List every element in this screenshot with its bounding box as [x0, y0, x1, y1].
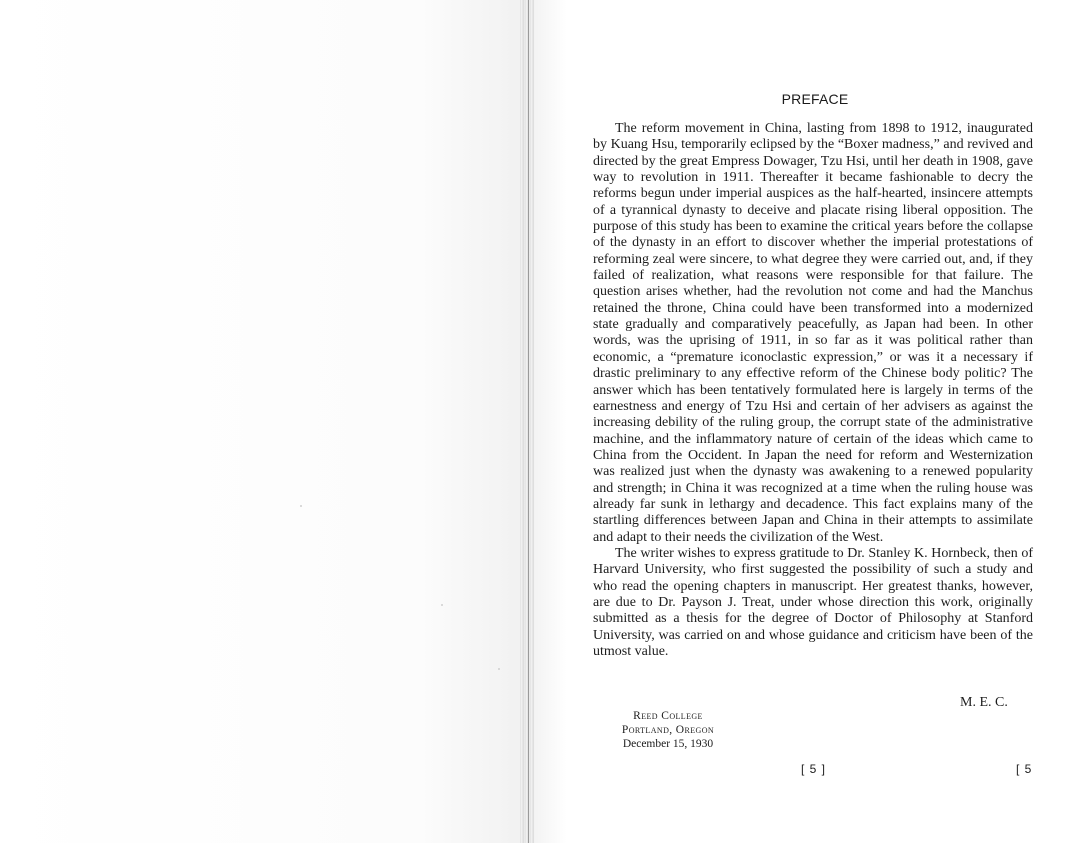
address-city: Portland, Oregon: [621, 723, 715, 736]
book-gutter: [520, 0, 534, 843]
preface-body: [593, 121, 1033, 660]
address-block: [613, 710, 723, 751]
paper-speck: [300, 505, 302, 507]
address-date: December 15, 1930: [622, 737, 714, 750]
left-blank-page: [0, 0, 524, 843]
preface-paragraph-1: The reform movement in China, lasting from 1898 to 1912, inaugurated by Kuang Hsu, temporarily eclipsed by the “Boxer madness,” and revived and directed by the great Empress Dowager, Tzu Hsi, until her death in 1908, gave way to revolution in 1911. Thereafter it became fashionable to decry the reforms begun under imperial auspices as the half-hearted, insincere attempts of a tyrannical dynasty to deceive and placate rising liberal opposition. The purpose of this study has been to examine the critical years before the collapse of the dynasty in an effort to discover whether the imperial protestations of reforming zeal were sincere, to what degree they were carried out, and, if they failed of realization, what reasons were responsible for that failure. The question arises whether, had the revolution not come and had the Manchus retained the throne, China could have been transformed into a modernized state gradually and comparatively peacefully, as Japan had been. In other words, was the uprising of 1911, in so far as it was political rather than economic, a “premature iconoclastic expression,” or was it a necessary if drastic preliminary to any effective reform of the Chinese body politic? The answer which has been tentatively formulated here is largely in terms of the earnestness and energy of Tzu Hsi and certain of her advisers as against the increasing debility of the ruling group, the corrupt state of the administrative machine, and the inflammatory nature of certain of the ideas which came to China from the Occident. In Japan the need for reform and Westernization was realized just when the dynasty was awakening to a renewed popularity and strength; in China it was recognized at a time when the ruling house was already far sunk in lethargy and decadence. This fact explains many of the startling differences between Japan and China in their attempts to assimilate and adapt to their needs the civilization of the West.: [593, 121, 1033, 545]
preface-paragraph-2: The writer wishes to express gratitude to Dr. Stanley K. Hornbeck, then of Harvard University, who first suggested the possibility of such a study and who read the opening chapters in manuscript. Her greatest thanks, however, are due to Dr. Payson J. Treat, under whose direction this work, originally submitted as a thesis for the degree of Doctor of Philosophy at Stanford University, was carried on and whose guidance and criticism have been of the utmost value.: [593, 545, 1033, 659]
paper-speck: [498, 668, 500, 670]
page-number: [ 5 ]: [801, 762, 827, 776]
address-institution: Reed College: [633, 710, 703, 722]
edge-page-number: [ 5: [1016, 762, 1033, 776]
gutter-fold-line: [528, 0, 529, 843]
page-title: PREFACE: [781, 91, 849, 107]
paper-speck: [441, 604, 443, 606]
author-initials: M. E. C.: [960, 695, 1008, 710]
